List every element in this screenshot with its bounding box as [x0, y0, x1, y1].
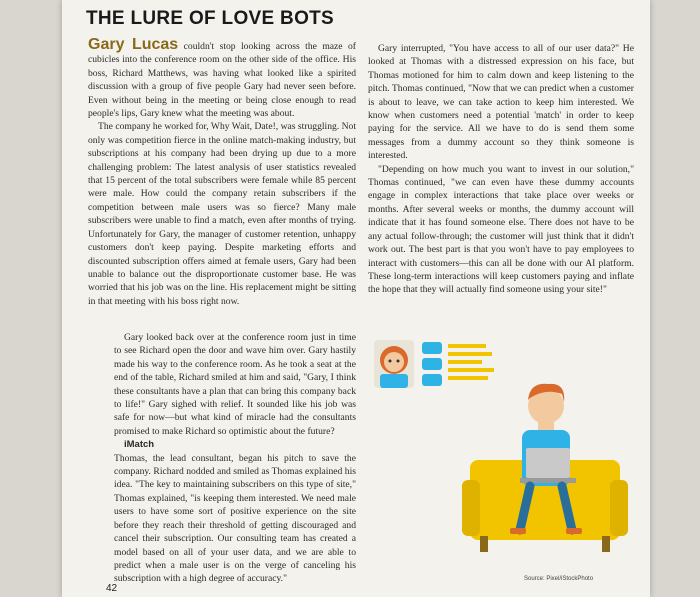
- column-left-lower: [114, 331, 356, 586]
- column-left: [88, 38, 356, 308]
- paragraph-conference: Gary looked back over at the conference room just in time to see Richard open the door and wave him over. Gary hastily made his way to the conference room. As he took a seat at the end of the table, Richard smiled at him and said, "Gary, I think these consultants have a plan that can bring this company back to life!" Gary sighed with relief. It sounded like his job was safe for now—but what kind of miracle had the consultants promised to make Richard so optimistic about the future?: [114, 332, 356, 437]
- paragraph-interrupt: Gary interrupted, "You have access to all of our user data?" He looked at Thomas with a distressed expression on his face, but Thomas motioned for him to calm down and keep listening to the pitch. Thomas continued, "Now that we can predict when a customer is about to leave, we can take action to keep him interested. We know when customers need a potential 'match' in order to keep paying for the service. All we have to do is send them some messages from a dummy account so they think someone is interested.: [368, 43, 634, 162]
- paragraph-company: The company he worked for, Why Wait, Date!, was struggling. Not only was competition fierce in the online match-making industry, but subscriptions at his company had been drying up due to a more challenging problem: The latest analysis of user statistics revealed that 15 percent of the total subscribers were female while 85 percent were male. How could the company retain subscribers if the competition between male users was so fierce? Many male subscribers were unable to find a match, even after months of trying. Unfortunately for Gary, the manager of customer retention, unhappy customers don't keep paying. Despite marketing efforts and discounted subscription offers aimed at female users, Gary had been unable to balance out the disproportionate customer base. He was worried that his job was on the line. His replacement might be sitting in that meeting with his boss right now.: [88, 121, 356, 307]
- illustration: [370, 330, 630, 570]
- document-page: [62, 0, 650, 597]
- page-number: 42: [106, 583, 118, 594]
- man-with-laptop-on-couch-icon: [462, 384, 628, 552]
- paragraph-intro-text: couldn't stop looking across the maze of cubicles into the conference room on the other side of the office. His boss, Richard Matthews, was having what looked like a spirited discussion with a group of five people Gary had never seen before. Even without being in the meeting or being close enough to read people's lips, Gary knew what the meeting was about.: [88, 41, 356, 120]
- chat-bubbles-icon: [422, 342, 494, 386]
- paragraph-intro: [88, 38, 356, 120]
- paragraph-pitch: Thomas, the lead consultant, began his pitch to save the company. Richard nodded and smiled as Thomas explained his idea. "The key to maintaining subscribers on this type of site," Thomas explained, "is keeping them interested. We need male users to have some sort of positive experience on the site before they reach their threshold of getting discouraged and cancel their subscription. Our consulting team has created a model based on all of your user data, and we are able to predict when a male user is on the verge of canceling his subscription with a high degree of accuracy.": [114, 452, 356, 585]
- source-credit: Source: Pixel/iStockPhoto: [524, 576, 594, 582]
- article-title: THE LURE OF LOVE BOTS: [86, 8, 335, 29]
- column-right: [368, 42, 634, 297]
- paragraph-dummy-accounts: "Depending on how much you want to invest in our solution," Thomas continued, "we can even have these dummy accounts engage in complex interactions that take place over weeks or months. After several weeks or months, the dummy account will indicate that it has found someone else. There does not have to be any actual follow-through; the customer will just think that it didn't work out. The best part is that you won't have to pay employees to interact with customers—this can all be done with our AI platform. These long-term interactions will keep customers paying and inflate the hope that they will actually find someone using your site!": [368, 163, 634, 296]
- lead-name: Gary Lucas: [88, 36, 179, 53]
- woman-avatar-icon: [374, 340, 414, 388]
- subheading-imatch: iMatch: [124, 439, 155, 451]
